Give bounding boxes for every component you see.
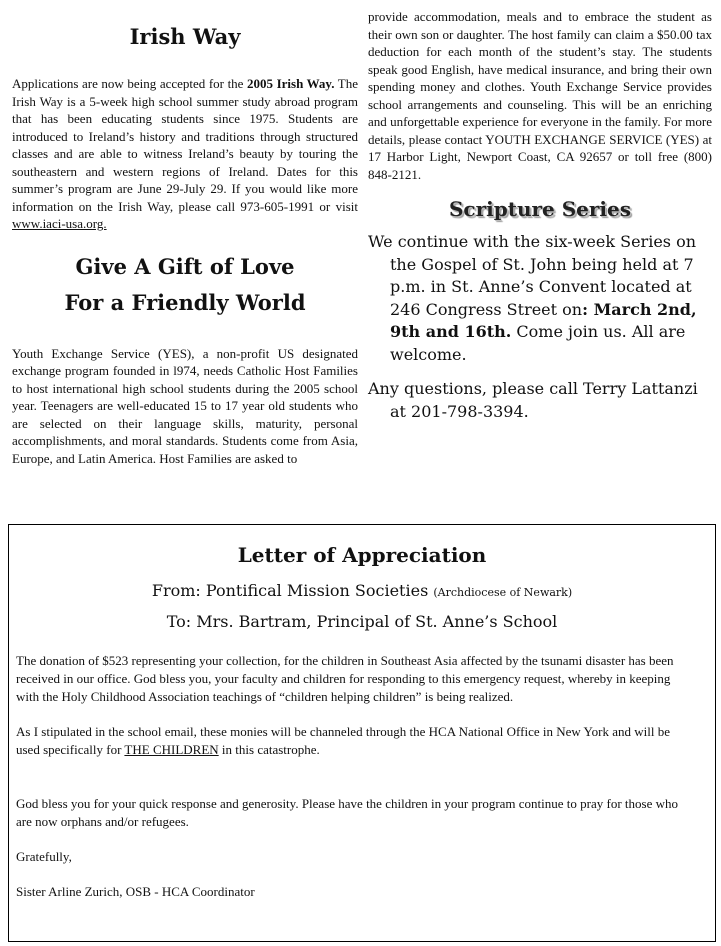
scripture-contact: Any questions, please call Terry Lattanzi at 201-798-3394. — [368, 379, 698, 421]
letter-paragraph-2 — [16, 723, 688, 759]
scripture-paragraph-1 — [368, 231, 712, 366]
letter-p2-end: in this catastrophe. — [218, 742, 320, 757]
irish-way-title: Irish Way — [129, 24, 241, 49]
letter-body — [16, 652, 688, 918]
irish-way-body-intro: Applications are now being accepted for the — [12, 76, 248, 91]
letter-from-archdiocese: (Archdiocese of Newark) — [433, 586, 573, 599]
irish-way-body — [12, 75, 358, 233]
right-column — [368, 8, 712, 435]
letter-signature: Sister Arline Zurich, OSB - HCA Coordinator — [16, 884, 255, 899]
irish-way-program-name: 2005 Irish Way. — [247, 76, 335, 91]
letter-title: Letter of Appreciation — [237, 543, 487, 567]
letter-paragraph-3: God bless you for your quick response and generosity. Please have the children in your program continue to pray for those who are now orphans and/or refugees. — [16, 796, 678, 829]
gift-body-left: Youth Exchange Service (YES), a non-profit US designated exchange program founded in l974, needs Catholic Host Families to host international high school students during the 2005 school year. Teenagers are well-educated 15 to 17 year old students who are selected on their language skills, maturity, personal accomplishments, and moral standards. Students come from Asia, Europe, and Latin America. Host Families are asked to — [12, 345, 358, 466]
scripture-invite-text: Come join us. All are welcome. — [390, 322, 686, 364]
letter-paragraph-1: The donation of $523 representing your collection, for the children in Southeast Asia affected by the tsunami disaster has been received in our office. God bless you, your faculty and children for responding to this emergency request, whereby in keeping with the Holy Childhood Association teachings of “children helping children” is being realized. — [16, 653, 674, 704]
scripture-intro-text: We continue with the six-week Series on the Gospel of St. John being held at 7 p.m. in St. Anne’s Convent located at 246 Congress Street on — [368, 232, 697, 319]
gift-of-love-title — [12, 249, 358, 321]
gift-body-right: provide accommodation, meals and to embrace the student as their own son or daughter. The host family can claim a $50.00 tax deduction for each month of the student’s stay. The students speak good English, have medical insurance, and bring their own spending money and clothes. Youth Exchange Service provides school arrangements and counseling. This will be an enriching and unforgettable experience for everyone in the family. For more details, please contact YOUTH EXCHANGE SERVICE (YES) at 17 Harbor Light, Newport Coast, CA 92657 or toll free (800) 848-2121. — [368, 9, 712, 182]
letter-p2-emphasis: THE CHILDREN — [124, 742, 219, 757]
letter-closing: Gratefully, — [16, 849, 72, 864]
letter-of-appreciation-box — [8, 524, 716, 942]
gift-title-line2: For a Friendly World — [64, 289, 306, 315]
irish-way-body-main: The Irish Way is a 5-week high school summer study abroad program that has been educating students since 1975. Students are introduced to Ireland’s history and traditions through structured classes and are able to witness Ireland’s beauty by touring the southeastern and western regions of Ireland. Dates for this summer’s program are June 29-July 29. If you would like more information on the Irish Way, please call 973-605-1991 or visit — [12, 76, 358, 214]
scripture-series-title: Scripture Series — [448, 197, 632, 221]
letter-to-line: To: Mrs. Bartram, Principal of St. Anne’s School — [166, 612, 558, 631]
iaci-website-link[interactable]: www.iaci-usa.org. — [12, 216, 107, 231]
letter-from-label: From: Pontifical Mission Societies — [151, 581, 434, 600]
scripture-dates: : March 2nd, 9th and 16th. — [390, 299, 697, 341]
letter-from-line — [9, 581, 715, 600]
gift-title-line1: Give A Gift of Love — [75, 253, 295, 279]
left-column — [12, 14, 358, 467]
letter-p2-text: As I stipulated in the school email, these monies will be channeled through the HCA National Office in New York and will be used specifically for — [16, 724, 670, 757]
